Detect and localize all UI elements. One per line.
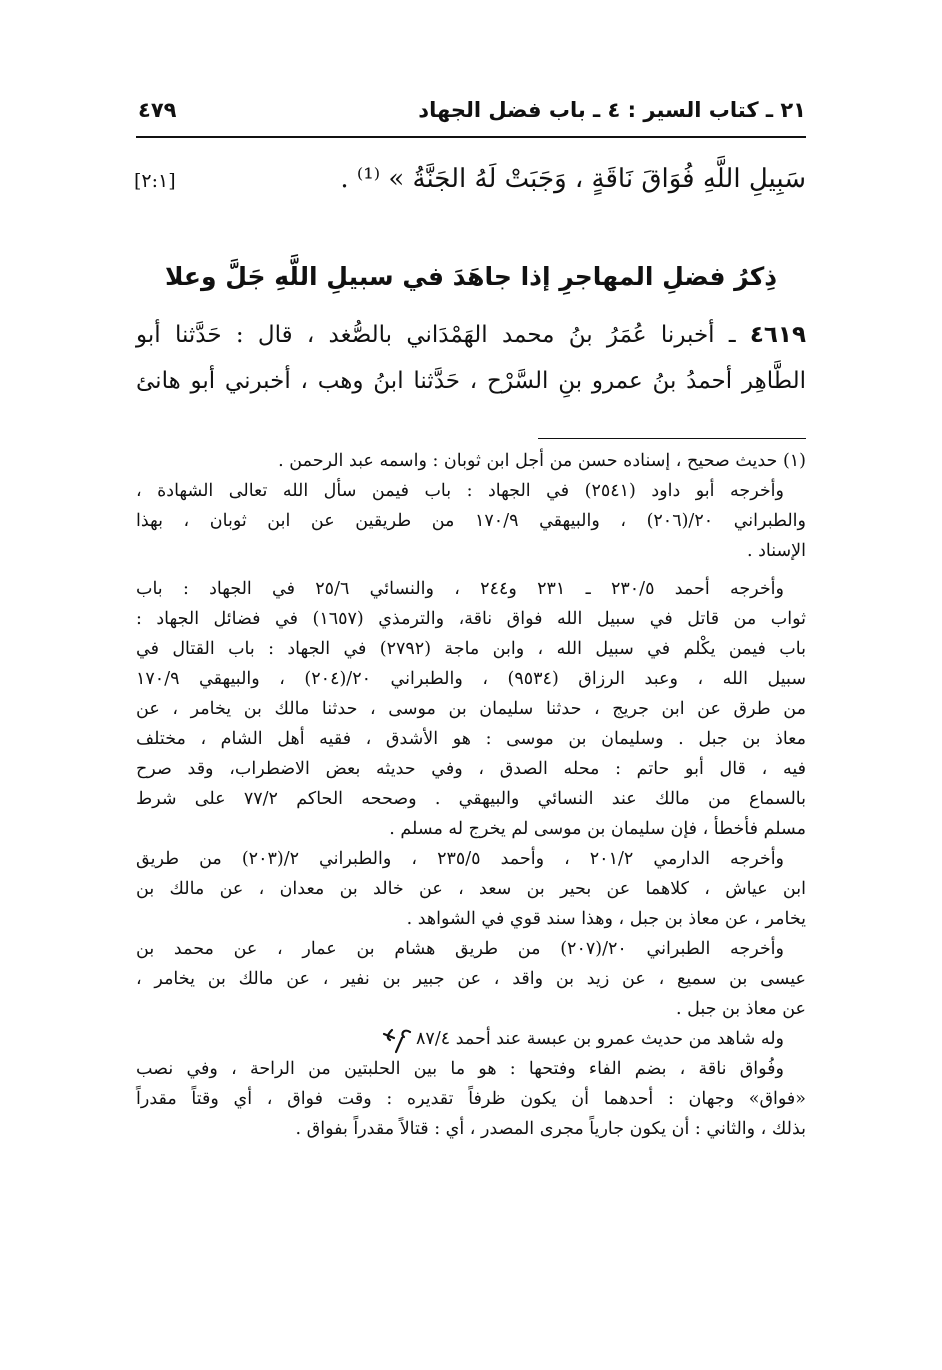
footnote-line: «فواق» وجهان : أحدهما أن يكون ظرفاً تقديره : وقت فواق ، أي وقتاً مقدراً: [136, 1089, 806, 1109]
main-text-segment: ـ أخبرنا عُمَرُ بنُ محمد الهَمْدَاني بالصُّغد ، قال : حَدَّثنا أبو: [136, 322, 736, 348]
footnote-separator: [538, 438, 806, 439]
footnote-line: من طرق عن ابن جريج ، حدثنا سليمان بن موسى ، حدثنا مالك بن يخامر ، عن: [136, 699, 806, 719]
footnote-line: عن معاذ بن جبل .: [675, 999, 806, 1019]
footnote-line: معاذ بن جبل . وسليمان بن موسى : هو الأشدق ، فقيه أهل الشام ، مختلف: [136, 729, 806, 749]
footnote-line: وأخرجه أحمد ٢٣٠/٥ ـ ٢٣١ و٢٤٤ ، والنسائي ٢٥/٦ في الجهاد : باب: [136, 579, 784, 599]
footnote-line: ثواب من قاتل في سبيل الله فواق ناقة، والترمذي (١٦٥٧) في فضائل الجهاد :: [136, 609, 806, 629]
footnote-line: يخامر ، عن معاذ بن جبل ، وهذا سند قوي في الشواهد .: [406, 909, 806, 929]
footnote-line: مسلم فأخطأ ، فإن سليمان بن موسى لم يخرج له مسلم .: [389, 819, 806, 839]
footnote-line: وأخرجه أبو داود (٢٥٤١) في الجهاد : باب فيمن سأل الله تعالى الشهادة ،: [136, 481, 784, 501]
footnote-line: وفُواق ناقة ، بضم الفاء وفتحها : هو ما بين الحلبتين من الراحة ، وفي نصب: [136, 1059, 784, 1079]
footnote-line: ابن عياش ، كلاهما عن بحير بن سعد ، عن خالد بن معدان ، عن مالك بن: [136, 879, 806, 899]
footnote-line: بالسماع من مالك عند النسائي والبيهقي . وصححه الحاكم ٧٧/٢ على شرط: [136, 789, 806, 809]
main-text-line: الطَّاهِر أحمدُ بنُ عمرو بنِ السَّرْح ، حَدَّثنا ابنُ وهب ، أخبرني أبو هانئ: [136, 368, 806, 394]
hadith-number: ٤٦١٩: [749, 322, 807, 348]
footnote-line: فيه ، قال أبو حاتم : محله الصدق ، وفي حديثه بعض الاضطراب، وقد صرح: [136, 759, 806, 779]
footnote-line: [136, 1024, 806, 1054]
footnote-text: وله شاهد من حديث عمرو بن عبسة عند أحمد ٨٧/٤: [416, 1029, 784, 1049]
footnote-line: باب فيمن يكْلم في سبيل الله ، وابن ماجة (٢٧٩٢) في الجهاد : باب القتال في: [136, 639, 806, 659]
footnote-line: (١) حديث صحيح ، إسناده حسن من أجل ابن ثوبان : واسمه عبد الرحمن .: [278, 451, 806, 471]
header-title: ٢١ ـ كتاب السير : ٤ ـ باب فضل الجهاد: [418, 98, 806, 122]
footnote-line: والطبراني ٢٠/(٢٠٦) ، والبيهقي ١٧٠/٩ من طريقين عن ابن ثوبان ، بهذا: [136, 511, 806, 531]
footnote-line: الإسناد .: [746, 541, 806, 561]
footnote-line: عيسى بن سميع ، عن زيد بن واقد ، عن جبير بن نفير ، عن مالك بن يخامر ،: [136, 969, 806, 989]
hadith-tail-line: سَبِيلِ اللَّهِ فُوَاقَ نَاقَةٍ ، وَجَبَتْ لَهُ الجَنَّةُ » ⁽¹⁾ .: [340, 164, 806, 194]
footnote-line: وأخرجه الطبراني ٢٠/(٢٠٧) من طريق هشام بن عمار ، عن محمد بن: [136, 939, 784, 959]
footnote-line: وأخرجه الدارمي ٢٠١/٢ ، وأحمد ٢٣٥/٥ ، والطبراني ٢/(٢٠٣) من طريق: [136, 849, 785, 869]
page-number: ٤٧٩: [138, 98, 177, 122]
footnotes: [136, 446, 806, 1144]
main-text-line: [136, 322, 806, 348]
hadith-reference: [٢:١]: [134, 170, 176, 192]
footnote-line: بذلك ، والثاني : أن يكون جارياً مجرى المصدر ، أي : قتالاً مقدراً بفواق .: [295, 1119, 806, 1139]
chapter-heading: ذِكرُ فضلِ المهاجرِ إذا جاهَدَ في سبيلِ اللَّهِ جَلَّ وعلا: [164, 262, 778, 291]
running-header: [136, 96, 806, 138]
footnote-line: سبيل الله ، وعبد الرزاق (٩٥٣٤) ، والطبراني ٢٠/(٢٠٤) ، والبيهقي ١٧٠/٩: [136, 669, 806, 689]
handwritten-mark-icon: [380, 1026, 414, 1054]
